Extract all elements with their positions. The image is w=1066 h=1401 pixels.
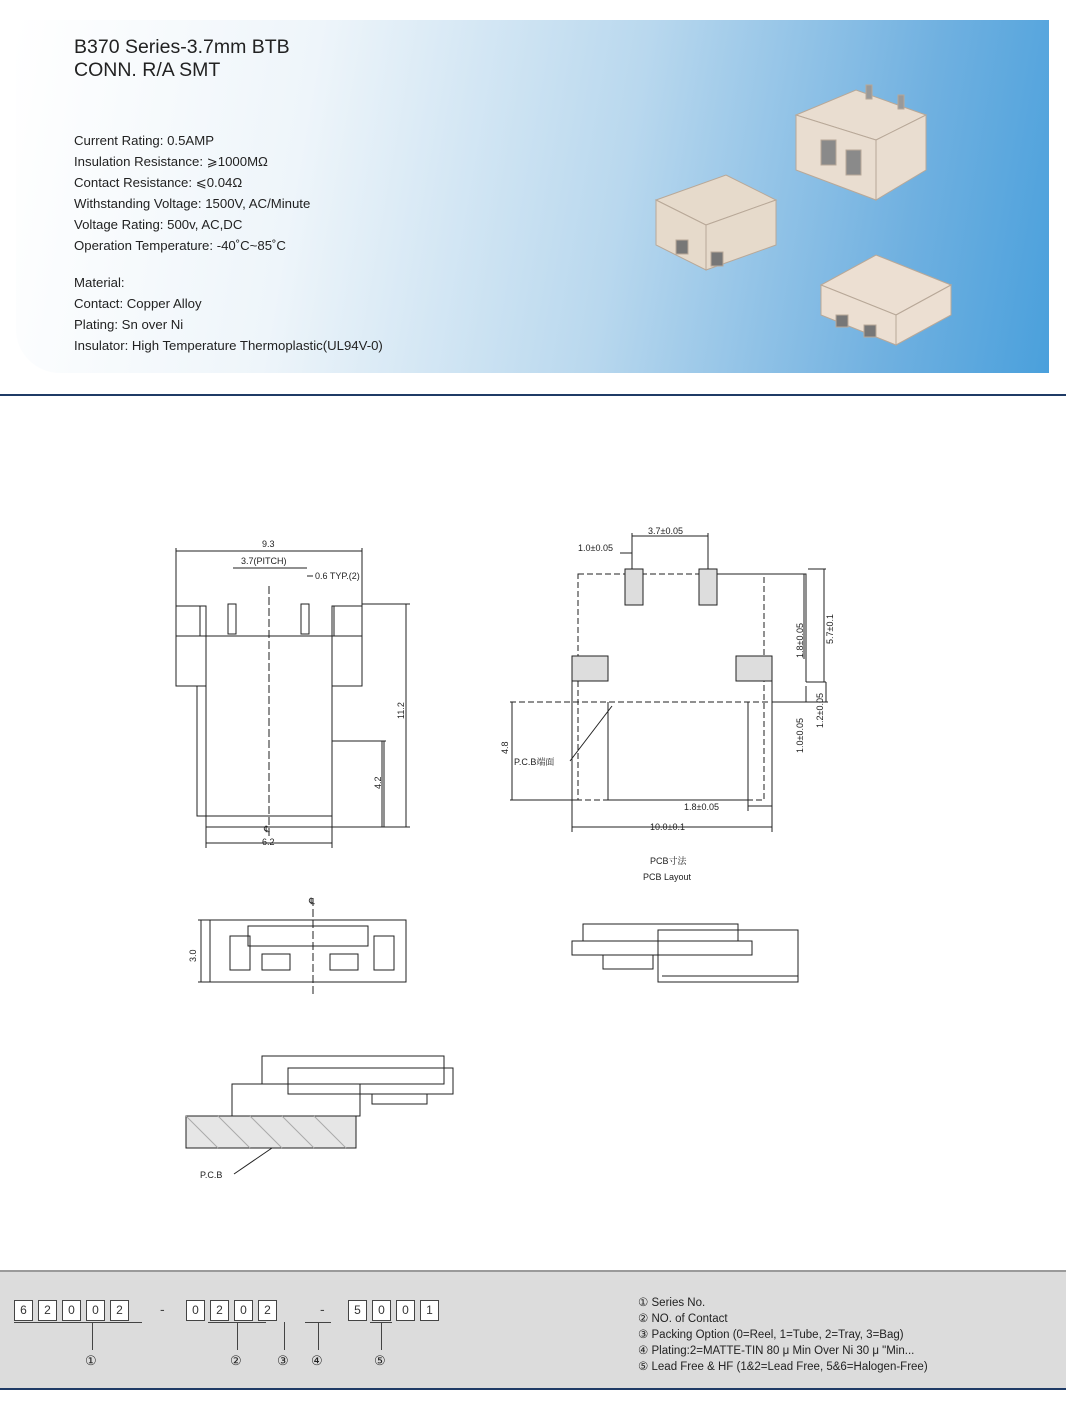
pcb-dim-right3: 1.0±0.05 bbox=[795, 718, 805, 753]
pcb-dim-top: 3.7±0.05 bbox=[648, 526, 683, 536]
legend-packing: ③ Packing Option (0=Reel, 1=Tube, 2=Tray, 3=Bag) bbox=[638, 1329, 904, 1341]
material-heading: Material: bbox=[74, 275, 125, 290]
pn-separator: - bbox=[320, 1301, 325, 1317]
material-list bbox=[74, 272, 383, 356]
bracket-1-stem bbox=[92, 1322, 93, 1350]
spec-temperature: Operation Temperature: -40˚C~85˚C bbox=[74, 238, 286, 253]
pn-digit: 1 bbox=[420, 1300, 439, 1321]
header-banner bbox=[16, 20, 1049, 373]
pcb-dim-left: 4.8 bbox=[500, 741, 510, 754]
product-photo bbox=[636, 60, 976, 360]
pn-digit: 0 bbox=[234, 1300, 253, 1321]
pcb-dim-right4: 1.2±0.05 bbox=[815, 693, 825, 728]
part-number-legend bbox=[638, 1295, 928, 1375]
spec-voltage: Voltage Rating: 500v, AC,DC bbox=[74, 217, 243, 232]
footer-divider bbox=[0, 1388, 1066, 1390]
spec-list bbox=[74, 130, 310, 256]
spec-withstanding: Withstanding Voltage: 1500V, AC/Minute bbox=[74, 196, 311, 211]
spec-contact-resistance: Contact Resistance: ⩽0.04Ω bbox=[74, 175, 243, 190]
end-view-drawing bbox=[198, 898, 406, 996]
end-dim-height: 3.0 bbox=[188, 949, 198, 962]
mounted-view-drawing bbox=[186, 1056, 453, 1174]
technical-drawings bbox=[0, 396, 1066, 1256]
mounted-pcb-label: P.C.B bbox=[200, 1170, 223, 1180]
connector-image-3 bbox=[821, 255, 951, 345]
legend-lead-free: ⑤ Lead Free & HF (1&2=Lead Free, 5&6=Halogen-Free) bbox=[638, 1361, 928, 1373]
front-dim-height: 11.2 bbox=[396, 702, 406, 719]
legend-plating: ④ Plating:2=MATTE-TIN 80 μ Min Over Ni 30 μ "Min... bbox=[638, 1345, 915, 1357]
material-insulator: Insulator: High Temperature Thermoplastic(UL94V-0) bbox=[74, 338, 383, 353]
pcb-caption-en: PCB Layout bbox=[643, 872, 692, 882]
pn-separator: - bbox=[160, 1301, 165, 1317]
marker-3: ③ bbox=[277, 1354, 289, 1369]
product-title bbox=[74, 36, 290, 82]
title-line-1: B370 Series-3.7mm BTB bbox=[74, 36, 290, 58]
connector-image-2 bbox=[656, 175, 776, 270]
pcb-edge-label: P.C.B端面 bbox=[514, 757, 555, 767]
bracket-1 bbox=[14, 1322, 142, 1323]
pcb-layout-drawing bbox=[510, 533, 828, 832]
bracket-3-stem bbox=[284, 1322, 285, 1350]
pn-digit: 5 bbox=[348, 1300, 367, 1321]
legend-contacts: ② NO. of Contact bbox=[638, 1313, 728, 1325]
pcb-dim-pad: 1.0±0.05 bbox=[578, 543, 613, 553]
pn-digit: 0 bbox=[62, 1300, 81, 1321]
front-centerline: ℄ bbox=[264, 824, 270, 834]
bracket-5-stem bbox=[381, 1322, 382, 1350]
front-dim-bottom: 6.2 bbox=[262, 837, 275, 847]
bracket-2-stem bbox=[237, 1322, 238, 1350]
front-view-drawing bbox=[176, 548, 410, 848]
pn-digit: 0 bbox=[396, 1300, 415, 1321]
pcb-dim-bottom-small: 1.8±0.05 bbox=[684, 802, 719, 812]
marker-2: ② bbox=[230, 1354, 242, 1369]
pn-digit: 2 bbox=[38, 1300, 57, 1321]
marker-5: ⑤ bbox=[374, 1354, 386, 1369]
end-centerline: ℄ bbox=[309, 896, 315, 906]
front-dim-typ: 0.6 TYP.(2) bbox=[315, 571, 360, 581]
pn-digit: 0 bbox=[86, 1300, 105, 1321]
pn-digit: 6 bbox=[14, 1300, 33, 1321]
pcb-caption-cn: PCB寸法 bbox=[650, 856, 687, 866]
front-dim-short: 4.2 bbox=[373, 776, 383, 789]
pcb-dim-right2: 5.7±0.1 bbox=[825, 614, 835, 644]
pn-digit: 0 bbox=[186, 1300, 205, 1321]
front-dim-width: 9.3 bbox=[262, 539, 275, 549]
pn-digit: 0 bbox=[372, 1300, 391, 1321]
marker-4: ④ bbox=[311, 1354, 323, 1369]
legend-series: ① Series No. bbox=[638, 1297, 706, 1309]
spec-insulation: Insulation Resistance: ⩾1000MΩ bbox=[74, 154, 268, 169]
bracket-4-stem bbox=[318, 1322, 319, 1350]
front-dim-pitch: 3.7(PITCH) bbox=[241, 556, 287, 566]
spec-current: Current Rating: 0.5AMP bbox=[74, 133, 214, 148]
pcb-dim-bottom-total: 10.0±0.1 bbox=[650, 822, 685, 832]
pn-digit: 2 bbox=[210, 1300, 229, 1321]
material-plating: Plating: Sn over Ni bbox=[74, 317, 184, 332]
connector-image-1 bbox=[796, 85, 926, 200]
material-contact: Contact: Copper Alloy bbox=[74, 296, 202, 311]
pcb-dim-right1: 1.8±0.05 bbox=[795, 623, 805, 658]
title-line-2: CONN. R/A SMT bbox=[74, 59, 221, 81]
pn-digit: 2 bbox=[110, 1300, 129, 1321]
side-view-drawing bbox=[572, 924, 798, 982]
pn-digit: 2 bbox=[258, 1300, 277, 1321]
part-number-panel bbox=[0, 1270, 1066, 1390]
marker-1: ① bbox=[85, 1354, 97, 1369]
